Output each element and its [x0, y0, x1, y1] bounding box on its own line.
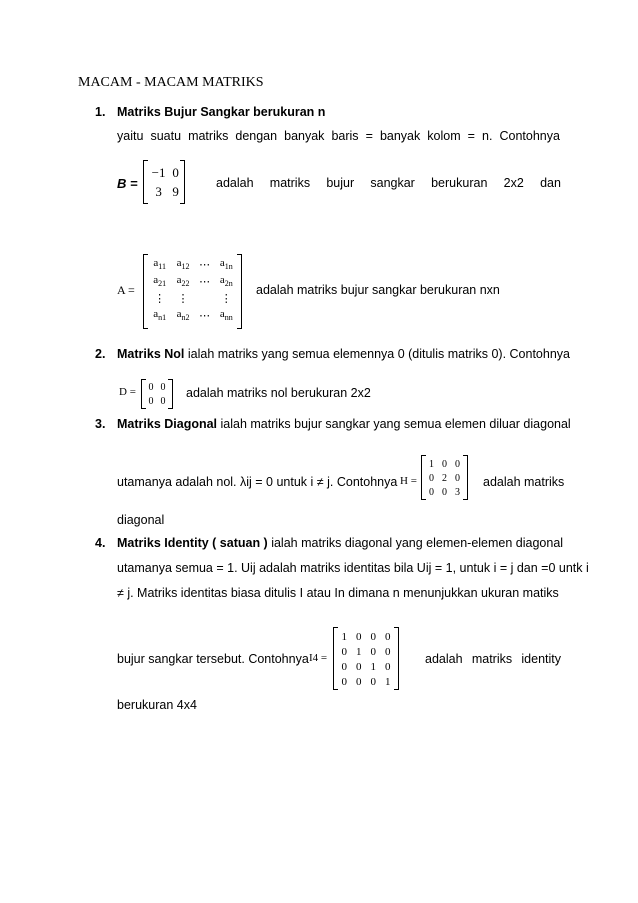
word: 2x2 — [503, 176, 524, 190]
item-1-line1 — [117, 129, 560, 143]
matrix-b — [143, 160, 185, 204]
cell: $a_{1n}$ — [219, 257, 233, 272]
word: yaitu — [117, 129, 144, 143]
matrix-a — [143, 254, 242, 329]
cell: $a_{12}$ — [176, 257, 190, 272]
word: banyak — [284, 129, 325, 143]
cell: $a_{11}$ — [153, 257, 166, 272]
item-4-line1 — [117, 536, 563, 550]
matrix-b-label: B = — [117, 176, 138, 191]
item-1-heading: Matriks Bujur Sangkar berukuran n — [117, 105, 326, 119]
item-4-number: 4. — [95, 536, 106, 550]
matrix-i-description — [425, 652, 561, 666]
word: identity — [521, 652, 561, 666]
matrix-i — [333, 627, 399, 690]
word: matriks — [269, 176, 311, 190]
cell: 0 — [148, 381, 154, 393]
cell: 3 — [455, 486, 460, 498]
cell: 1 — [370, 660, 376, 673]
cell: $a_{n2}$ — [176, 308, 190, 323]
matrix-a-description: adalah matriks bujur sangkar berukuran nxn — [256, 283, 500, 297]
cell: 0 — [385, 645, 391, 658]
matrix-a-label: A = — [117, 283, 135, 297]
matrix-h-description: adalah matriks — [483, 475, 565, 489]
item-1-number: 1. — [95, 105, 106, 119]
matrix-d-description: adalah matriks nol berukuran 2x2 — [186, 386, 371, 400]
word: = — [365, 129, 373, 143]
cell: 0 — [370, 675, 376, 688]
item-2-heading: Matriks Nol — [117, 347, 185, 361]
item-4-line2: utamanya semua = 1. Uij adalah matriks identitas bila Uij = 1, untuk i = j dan =0 untk i — [117, 561, 589, 575]
item-2-line1 — [117, 347, 570, 361]
word: kolom — [427, 129, 461, 143]
cell: 0 — [160, 395, 166, 407]
item-3-line1 — [117, 417, 571, 431]
cell: 0 — [385, 630, 391, 643]
item-3-number: 3. — [95, 417, 106, 431]
cell: 1 — [341, 630, 347, 643]
cell: $a_{22}$ — [176, 274, 190, 289]
cell: ⋯ — [199, 259, 211, 271]
item-3-line2: utamanya adalah nol. λij = 0 untuk i ≠ j. Contohnya — [117, 475, 398, 489]
word: adalah — [425, 652, 463, 666]
matrix-h-label: H = — [400, 475, 417, 487]
matrix-b-description — [216, 176, 561, 190]
cell: $a_{n1}$ — [153, 308, 167, 323]
word: banyak — [379, 129, 421, 143]
cell: 0 — [455, 458, 460, 470]
cell: 0 — [148, 395, 154, 407]
word: Contohnya — [499, 129, 560, 143]
cell: ⋮ — [177, 293, 189, 305]
matrix-d-cells — [145, 380, 169, 408]
cell: $a_{21}$ — [153, 274, 167, 289]
matrix-b-cells — [147, 163, 181, 201]
matrix-a-cells — [148, 256, 238, 324]
word: baris — [331, 129, 359, 143]
cell: 0 — [341, 675, 347, 688]
cell: 2 — [442, 472, 447, 484]
cell: 0 — [370, 630, 376, 643]
word: = — [467, 129, 475, 143]
cell: $a_{nn}$ — [219, 308, 233, 323]
word: berukuran — [431, 176, 488, 190]
word: adalah — [216, 176, 254, 190]
cell: −1 — [151, 164, 166, 180]
item-4-line4: bujur sangkar tersebut. Contohnya — [117, 652, 309, 666]
cell: ⋮ — [154, 293, 166, 305]
cell: 1 — [356, 645, 362, 658]
cell: 0 — [370, 645, 376, 658]
cell: 0 — [341, 660, 347, 673]
word: sangkar — [370, 176, 415, 190]
item-2-text: ialah matriks yang semua elemennya 0 (ditulis matriks 0). Contohnya — [184, 347, 570, 361]
word: matriks — [471, 652, 513, 666]
cell: 0 — [442, 486, 447, 498]
item-3-line3: diagonal — [117, 513, 165, 527]
cell: 0 — [341, 645, 347, 658]
word: dan — [540, 176, 561, 190]
matrix-i-label: I4 = — [309, 652, 328, 664]
matrix-d — [141, 379, 173, 409]
cell: 0 — [429, 486, 434, 498]
word: matriks — [188, 129, 229, 143]
item-2-number: 2. — [95, 347, 106, 361]
word: dengan — [235, 129, 278, 143]
word: n. — [482, 129, 493, 143]
cell: 1 — [385, 675, 391, 688]
cell: 3 — [155, 183, 162, 199]
cell: ⋮ — [220, 293, 232, 305]
matrix-h-cells — [425, 457, 464, 499]
cell: 0 — [455, 472, 460, 484]
matrix-d-label: D = — [119, 386, 136, 398]
cell: 0 — [356, 630, 362, 643]
matrix-h — [421, 455, 468, 500]
item-4-line5: berukuran 4x4 — [117, 698, 197, 712]
cell: 9 — [172, 183, 179, 199]
cell: 1 — [429, 458, 434, 470]
cell: 0 — [160, 381, 166, 393]
cell: 0 — [385, 660, 391, 673]
page-title: MACAM - MACAM MATRIKS — [78, 75, 264, 90]
word: suatu — [150, 129, 182, 143]
item-4-heading: Matriks Identity ( satuan ) — [117, 536, 268, 550]
cell: ⋯ — [199, 276, 211, 288]
cell: $a_{2n}$ — [219, 274, 233, 289]
cell: 0 — [356, 660, 362, 673]
item-3-text: ialah matriks bujur sangkar yang semua elemen diluar diagonal — [217, 417, 571, 431]
matrix-i-cells — [337, 629, 395, 689]
cell: 0 — [356, 675, 362, 688]
cell: ⋯ — [199, 310, 211, 322]
item-4-line3: ≠ j. Matriks identitas biasa ditulis I atau In dimana n menunjukkan ukuran matiks — [117, 586, 559, 600]
cell — [195, 290, 215, 307]
cell: 0 — [172, 164, 179, 180]
cell: 0 — [429, 472, 434, 484]
item-3-heading: Matriks Diagonal — [117, 417, 218, 431]
cell: 0 — [442, 458, 447, 470]
item-4-text: ialah matriks diagonal yang elemen-elemen diagonal — [267, 536, 564, 550]
word: bujur — [326, 176, 355, 190]
